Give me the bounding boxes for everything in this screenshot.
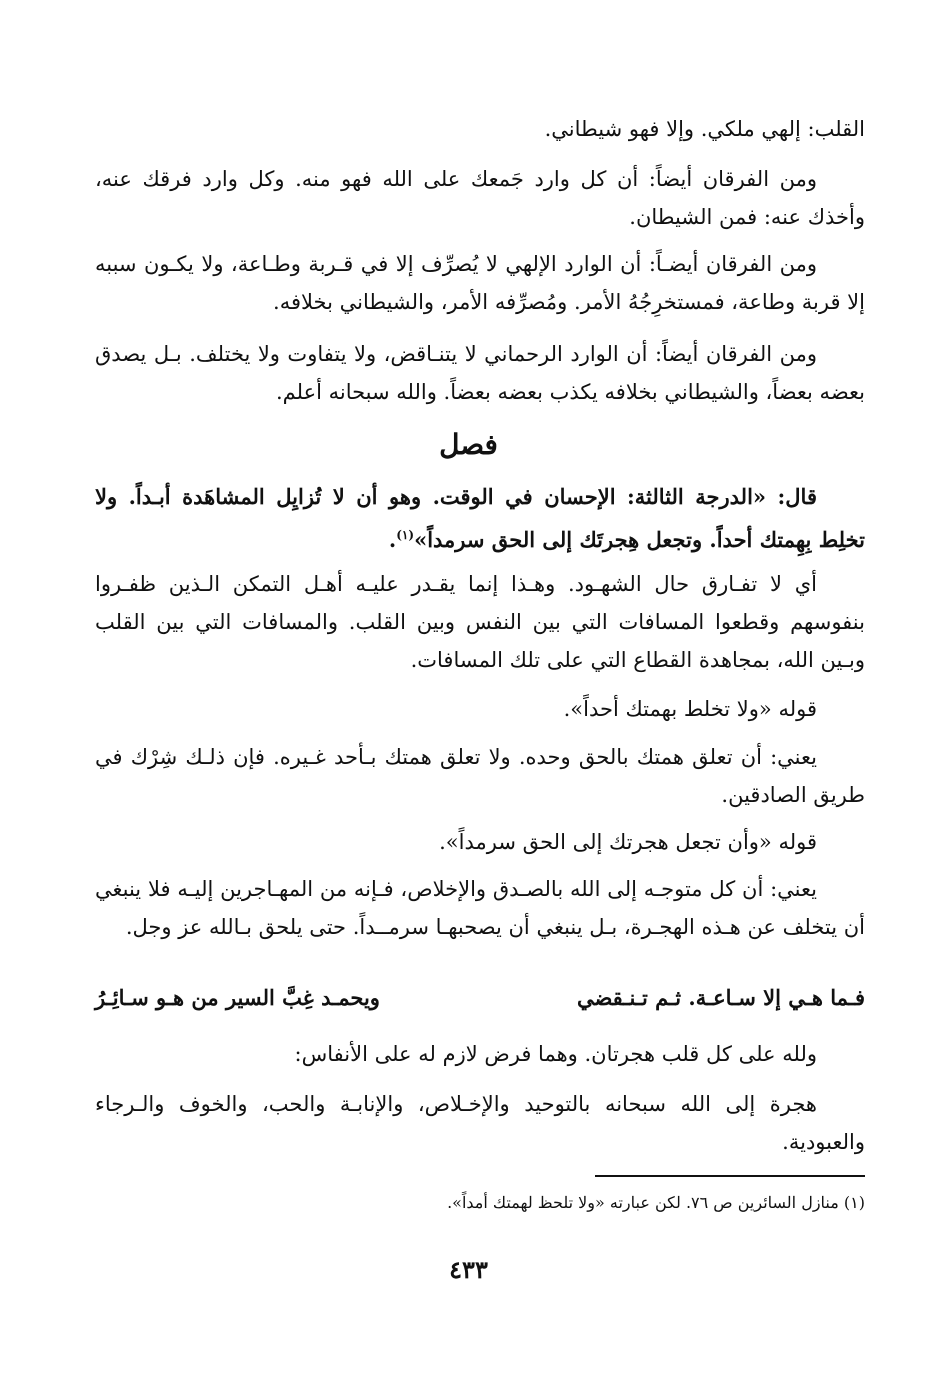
footnote: (١) منازل السائرين ص ٧٦. لكن عبارته «ولا تلحظ لهمتك أمداً». [447,1193,865,1212]
footnote-marker: (١) [396,528,415,542]
quote-text: قال: «الدرجة الثالثة: الإحسان في الوقت. وهو أن لا تُزايِل المشاهَدة أبـداً. ولا تخلِط بِهِمتك أحداً. وتجعل هِجرتَك إلى الحق سرمداً» [95,484,865,552]
paragraph-quote-hijra: قوله «وأن تجعل هجرتك إلى الحق سرمداً». [439,830,817,854]
quote-third-degree [95,478,865,559]
paragraph-furqan-2: ومن الفرقان أيضـاً: أن الوارد الإلهي لا يُصرِّف إلا في قـربة وطـاعة، ولا يكـون سببه إلا قربة وطاعة، فمستخرِجُهُ الأمر. ومُصرِّفه الأمر، والشيطاني بخلافه. [95,252,865,314]
page-number: ٤٣٣ [449,1255,488,1284]
paragraph-furqan-3: ومن الفرقان أيضاً: أن الوارد الرحماني لا يتنـاقض، ولا يتفاوت ولا يختلف. بـل يصدق بعضه بعضاً، والشيطاني بخلافه يكذب بعضه بعضاً. والله سبحانه أعلم. [95,342,865,404]
paragraph-meaning-1: يعني: أن تعلق همتك بالحق وحده. ولا تعلق همتك بـأحد غـيره. فإن ذلـك شِرْك في طريق الصادقين. [95,745,865,807]
poem-hemistich-first: فـما هـي إلا سـاعـة. ثـم تـنـقضي [576,985,865,1010]
paragraph-explanation: أي لا تفـارق حال الشهـود. وهـذا إنما يقـدر عليـه أهـل التمكن الـذين ظفـروا بنفوسهم وقطعوا المسافات التي بين النفس وبين القلب. والمسافات التي بين القلب وبـين الله، بمجاهدة القطاع التي على تلك المسافات. [95,572,865,672]
paragraph-furqan-1: ومن الفرقان أيضاً: أن كل وارد جَمعك على الله فهو منه. وكل وارد فرقك عنه، وأخذك عنه: فمن الشيطان. [95,167,865,229]
quote-end: . [388,527,397,552]
paragraph-hijra-to-allah: هجرة إلى الله سبحانه بالتوحيد والإخـلاص، والإنابـة والحب، والخوف والـرجاء والعبودية. [95,1092,865,1154]
poem-hemistich-second: ويحمـد غِبَّ السير من هـو سـائِـرُ [95,985,380,1010]
paragraph-meaning-2: يعني: أن كل متوجـه إلى الله بالصـدق والإخلاص، فـإنه من المهـاجرين إليـه فلا ينبغي أن يتخلف عن هـذه الهجـرة، بـل ينبغي أن يصحبهـا سرمــداً. حتى يلحق بـالله عز وجل. [95,877,865,939]
paragraph-quote-himma: قوله «ولا تخلط بهمتك أحداً». [563,697,817,721]
paragraph-two-hijras: ولله على كل قلب هجرتان. وهما فرض لازم له على الأنفاس: [294,1042,817,1066]
section-heading: فصل [439,428,498,461]
poem-verse [95,985,865,1025]
paragraph-heart-divine: القلب: إلهي ملكي. وإلا فهو شيطاني. [544,117,865,141]
footnote-divider [595,1175,865,1177]
